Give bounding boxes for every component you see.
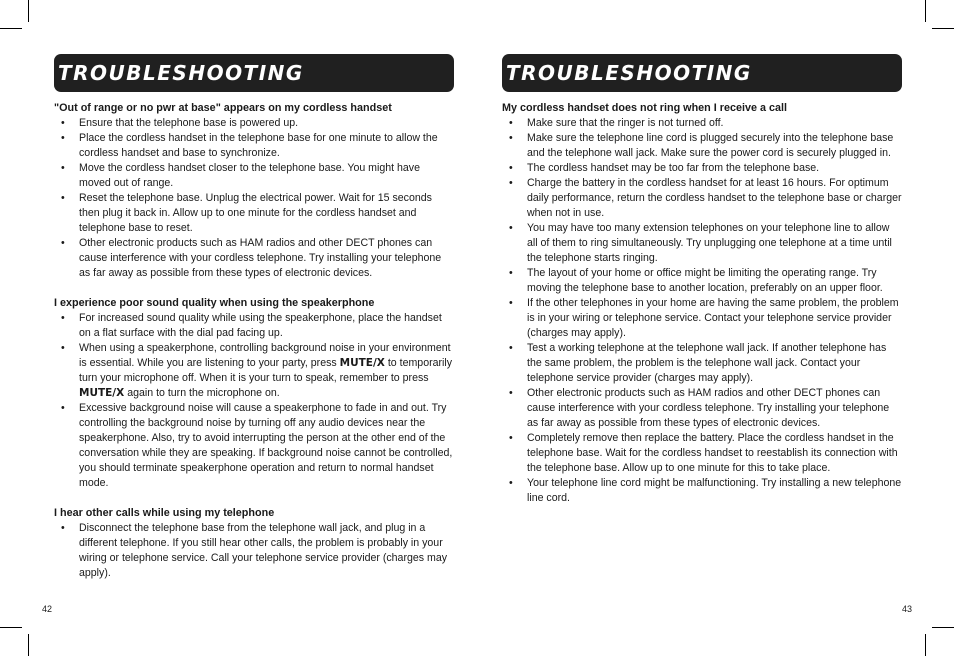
crop-mark — [932, 28, 954, 29]
crop-mark — [28, 634, 29, 656]
crop-mark — [932, 627, 954, 628]
crop-mark — [925, 0, 926, 22]
page-title: TROUBLESHOOTING — [58, 61, 304, 85]
list-item: • Test a working telephone at the telephone wall jack. If another telephone has the same problem, the problem is the telephone wall jack. Contact your telephone service provider (charges may apply). — [502, 341, 902, 386]
title-banner — [502, 54, 902, 92]
page-content — [54, 101, 454, 581]
list-item: • Disconnect the telephone base from the telephone wall jack, and plug in a different telephone. If you still hear other calls, the problem is probably in your wiring or telephone service. Call your telephone service provider (charges may apply). — [54, 521, 454, 581]
list-item: • Make sure the telephone line cord is plugged securely into the telephone base and the telephone wall jack. Make sure the power cord is securely plugged in. — [502, 131, 902, 161]
crop-mark — [0, 627, 22, 628]
list-item: • For increased sound quality while using the speakerphone, place the handset on a flat surface with the dial pad facing up. — [54, 311, 454, 341]
list-item: • Move the cordless handset closer to the telephone base. You might have moved out of range. — [54, 161, 454, 191]
title-banner — [54, 54, 454, 92]
list-item: • Other electronic products such as HAM radios and other DECT phones can cause interference with your cordless telephone. Try installing your telephone as far away as possible from these types of electronic devices. — [502, 386, 902, 431]
crop-mark — [925, 634, 926, 656]
list-item: • The layout of your home or office might be limiting the operating range. Try moving the telephone base to another location, preferably on an upper floor. — [502, 266, 902, 296]
list-item: • Excessive background noise will cause a speakerphone to fade in and out. Try controlling the background noise by turning off any audio devices near the speakerphone. Also, try to avoid interrupting the person at the other end of the conversation while they are speaking. If background noise cannot be controlled, you should terminate speakerphone operation and return to normal handset mode. — [54, 401, 454, 491]
crop-mark — [0, 28, 22, 29]
left-page — [54, 54, 454, 581]
section-heading: I experience poor sound quality when using the speakerphone — [54, 297, 375, 309]
page-number: 42 — [42, 604, 53, 614]
list-item — [54, 341, 454, 401]
list-item: • Other electronic products such as HAM radios and other DECT phones can cause interference with your cordless telephone. Try installing your telephone as far away as possible from these types of electronic devices. — [54, 236, 454, 281]
right-page — [502, 54, 902, 506]
page-title: TROUBLESHOOTING — [506, 61, 752, 85]
section-heading: "Out of range or no pwr at base" appears on my cordless handset — [54, 102, 392, 114]
bullet-list — [54, 311, 454, 491]
bullet-list — [54, 116, 454, 281]
bullet-list — [502, 116, 902, 506]
crop-mark — [28, 0, 29, 22]
page-number: 43 — [902, 604, 913, 614]
bullet-list — [54, 521, 454, 581]
list-item-text: to temporarily turn your microphone off. When it is your turn to speak, remember to press — [79, 357, 453, 384]
page-content — [502, 101, 902, 506]
list-item: • Make sure that the ringer is not turned off. — [502, 116, 902, 131]
mute-key-label: MUTE/X — [339, 357, 385, 369]
list-item: • Reset the telephone base. Unplug the electrical power. Wait for 15 seconds then plug it back in. Allow up to one minute for the cordless handset and telephone base to reset. — [54, 191, 454, 236]
mute-key-label: MUTE/X — [79, 387, 125, 399]
list-item: • Your telephone line cord might be malfunctioning. Try installing a new telephone line cord. — [502, 476, 902, 506]
list-item: • If the other telephones in your home are having the same problem, the problem is in your wiring or telephone service. Contact your telephone service provider (charges may apply). — [502, 296, 902, 341]
list-item: • Completely remove then replace the battery. Place the cordless handset in the telephone base. Wait for the cordless handset to reestablish its connection with the telephone base. Allow up to one minute for this to take place. — [502, 431, 902, 476]
list-item: • The cordless handset may be too far from the telephone base. — [502, 161, 902, 176]
list-item: • Ensure that the telephone base is powered up. — [54, 116, 454, 131]
list-item: • Charge the battery in the cordless handset for at least 16 hours. For optimum daily performance, return the cordless handset to the telephone base or charger when not in use. — [502, 176, 902, 221]
section-heading: My cordless handset does not ring when I receive a call — [502, 102, 788, 114]
section-heading: I hear other calls while using my telephone — [54, 507, 275, 519]
list-item-text: When using a speakerphone, controlling background noise in your environment is essential. While you are listening to your party, press — [79, 342, 451, 369]
list-item-text: again to turn the microphone on. — [127, 387, 280, 399]
list-item: • Place the cordless handset in the telephone base for one minute to allow the cordless handset and base to synchronize. — [54, 131, 454, 161]
list-item: • You may have too many extension telephones on your telephone line to allow all of them to ring simultaneously. Try unplugging one telephone at a time until the telephone starts ringing. — [502, 221, 902, 266]
